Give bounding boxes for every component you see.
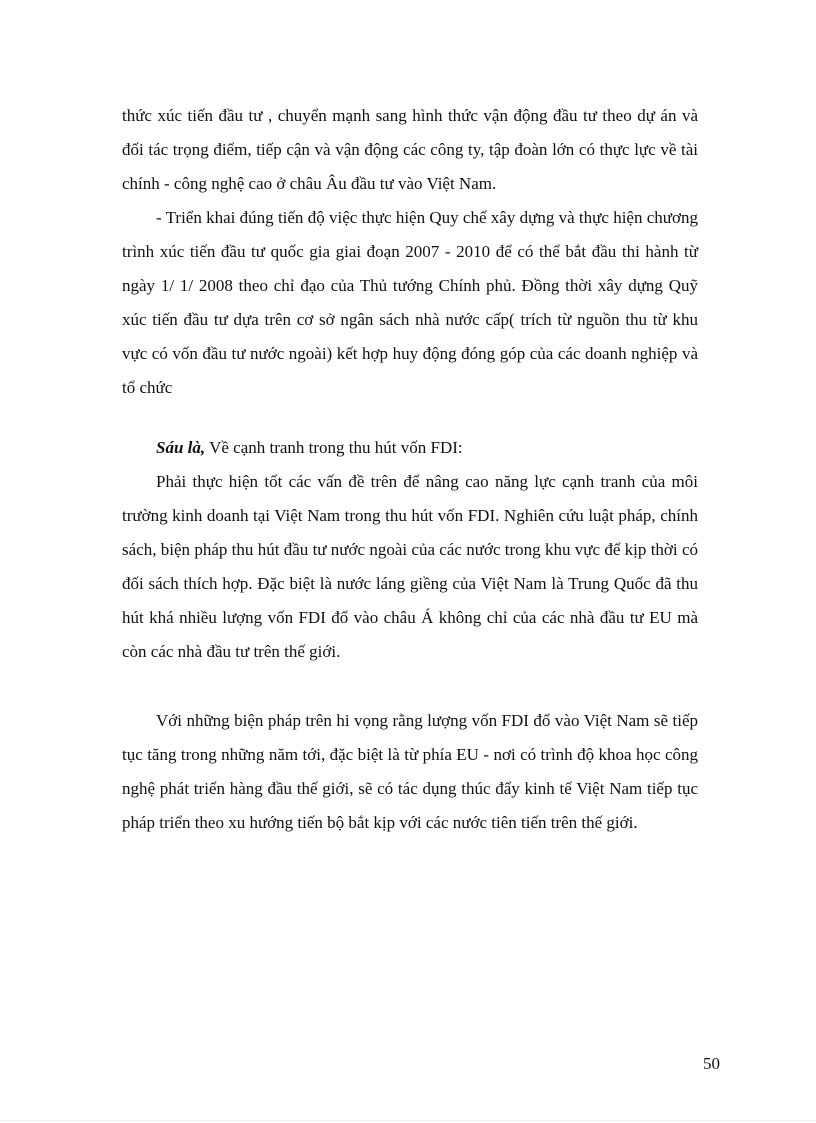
section-six — [122, 431, 698, 669]
section-six-heading — [122, 431, 698, 465]
paragraph-promotion-program: - Triển khai đúng tiến độ việc thực hiện Quy chế xây dựng và thực hiện chương trình xúc tiến đầu tư quốc gia giai đoạn 2007 - 2010 để có thể bắt đầu thi hành từ ngày 1/ 1/ 2008 theo chỉ đạo của Thủ tướng Chính phủ. Đồng thời xây dựng Quỹ xúc tiến đầu tư dựa trên cơ sở ngân sách nhà nước cấp( trích từ nguồn thu từ khu vực có vốn đầu tư nước ngoài) kết hợp huy động đóng góp của các doanh nghiệp và tổ chức — [122, 208, 698, 397]
section-six-lead: Sáu là, — [156, 438, 206, 457]
page-number: 50 — [703, 1054, 720, 1073]
conclusion-section — [122, 704, 698, 840]
body-text-section-1 — [122, 99, 698, 405]
section-six-heading-text: Về cạnh tranh trong thu hút vốn FDI: — [205, 438, 463, 457]
section-six-body: Phải thực hiện tốt các vấn đề trên để nâng cao năng lực cạnh tranh của môi trường kinh doanh tại Việt Nam trong thu hút vốn FDI. Nghiên cứu luật pháp, chính sách, biện pháp thu hút đầu tư nước ngoài của các nước trong khu vực để kịp thời có đối sách thích hợp. Đặc biệt là nước láng giềng của Việt Nam là Trung Quốc đã thu hút khá nhiều lượng vốn FDI đổ vào châu Á không chỉ của các nhà đầu tư EU mà còn các nhà đầu tư trên thế giới. — [122, 472, 698, 661]
page-bottom-divider — [0, 1120, 816, 1121]
paragraph-investment-promotion: thức xúc tiến đầu tư , chuyển mạnh sang hình thức vận động đầu tư theo dự án và đối tác trọng điểm, tiếp cận và vận động các công ty, tập đoàn lớn có thực lực về tài chính - công nghệ cao ở châu Âu đầu tư vào Việt Nam. — [122, 106, 698, 193]
conclusion-paragraph: Với những biện pháp trên hi vọng rằng lượng vốn FDI đổ vào Việt Nam sẽ tiếp tục tăng trong những năm tới, đặc biệt là từ phía EU - nơi có trình độ khoa học công nghệ phát triển hàng đầu thế giới, sẽ có tác dụng thúc đẩy kinh tế Việt Nam tiếp tục pháp triển theo xu hướng tiến bộ bắt kịp với các nước tiên tiến trên thế giới. — [122, 711, 698, 832]
